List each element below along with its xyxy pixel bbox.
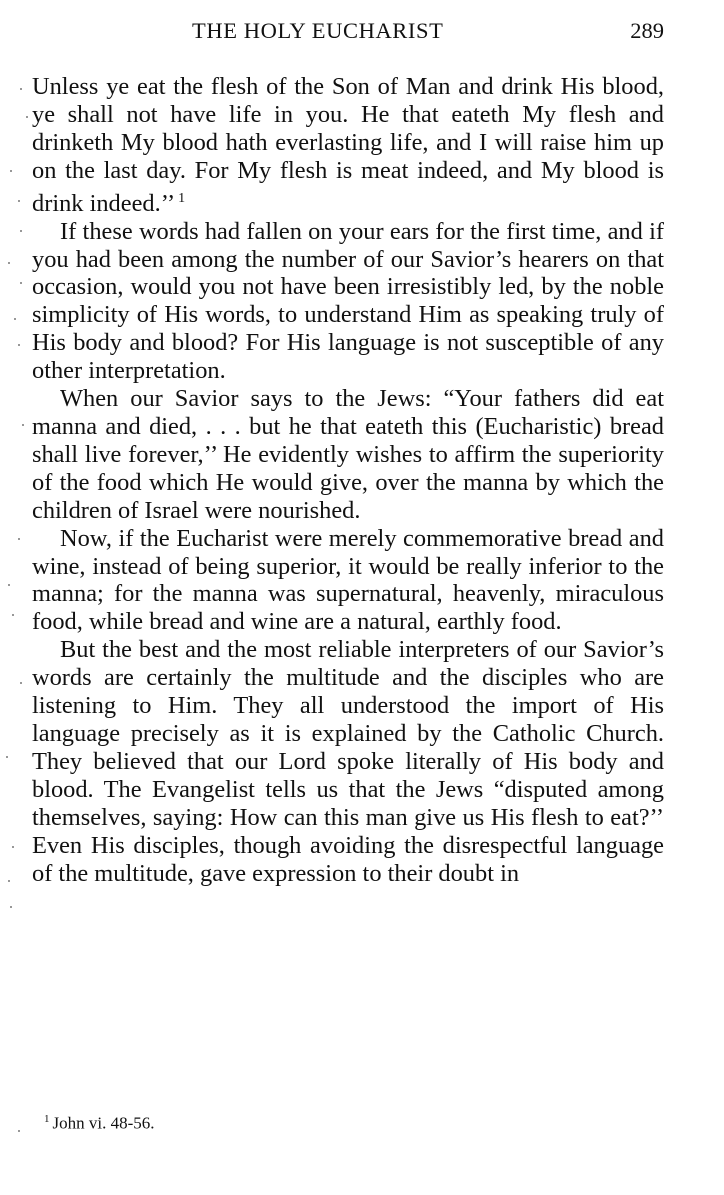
page-header	[192, 18, 664, 48]
paragraph-1-text: Unless ye eat the flesh of the Son of Man and drink His blood, ye shall not have life in you. He that eateth My flesh and drinketh My blood hath everlasting life, and I will raise him up on the last day. For My flesh is meat indeed, and My blood is drink indeed.’’	[32, 73, 664, 217]
scan-speck	[26, 116, 28, 118]
paragraph-5: But the best and the most reliable interpreters of our Savior’s words are certainly the multitude and the disciples who are listening to Him. They all understood the import of His language precisely as it is explained by the Catholic Church. They believed that our Lord spoke literally of His body and blood. The Evangelist tells us that the Jews “disputed among themselves, saying: How can this man give us His flesh to eat?’’ Even His disciples, though avoiding the disrespectful language of the multitude, gave expression to their doubt in	[32, 636, 664, 887]
scan-speck	[18, 538, 20, 540]
scan-speck	[14, 318, 16, 320]
scan-speck	[20, 682, 22, 684]
paragraph-3: When our Savior says to the Jews: “Your fathers did eat manna and died, . . . but he that eateth this (Eucharistic) bread shall live forever,’’ He evidently wishes to affirm the superiority of the food which He would give, over the manna by which the children of Israel were nourished.	[32, 385, 664, 524]
scan-speck	[18, 344, 20, 346]
scan-speck	[12, 846, 14, 848]
scan-margin-specks	[0, 0, 32, 1195]
scan-speck	[8, 880, 10, 882]
scan-speck	[20, 282, 22, 284]
footnote-marker: 1	[44, 1113, 50, 1125]
scan-speck	[8, 584, 10, 586]
running-title: THE HOLY EUCHARIST	[192, 18, 444, 43]
scan-speck	[18, 200, 20, 202]
scan-speck	[10, 170, 12, 172]
scan-speck	[18, 1130, 20, 1132]
scan-speck	[8, 262, 10, 264]
scan-speck	[6, 756, 8, 758]
scan-speck	[22, 424, 24, 426]
footnote-reference: 1	[178, 190, 186, 206]
footnote	[44, 1113, 155, 1134]
paragraph-2: If these words had fallen on your ears for the first time, and if you had been among the number of our Savior’s hearers on that occasion, would you not have been irresistibly led, by the noble simplicity of His words, to understand Him as speaking truly of His body and blood? For His language is not susceptible of any other interpretation.	[32, 217, 664, 385]
body-text	[32, 73, 664, 887]
scan-speck	[20, 88, 22, 90]
scan-speck	[20, 230, 22, 232]
scan-speck	[10, 906, 12, 908]
paragraph-1	[32, 73, 664, 218]
footnote-text: John vi. 48-56.	[52, 1113, 155, 1133]
scan-speck	[12, 614, 14, 616]
page-number: 289	[630, 18, 664, 43]
paragraph-4: Now, if the Eucharist were merely commemorative bread and wine, instead of being superior, it would be really inferior to the manna; for the manna was supernatural, heavenly, miraculous food, while bread and wine are a natural, earthly food.	[32, 524, 664, 636]
